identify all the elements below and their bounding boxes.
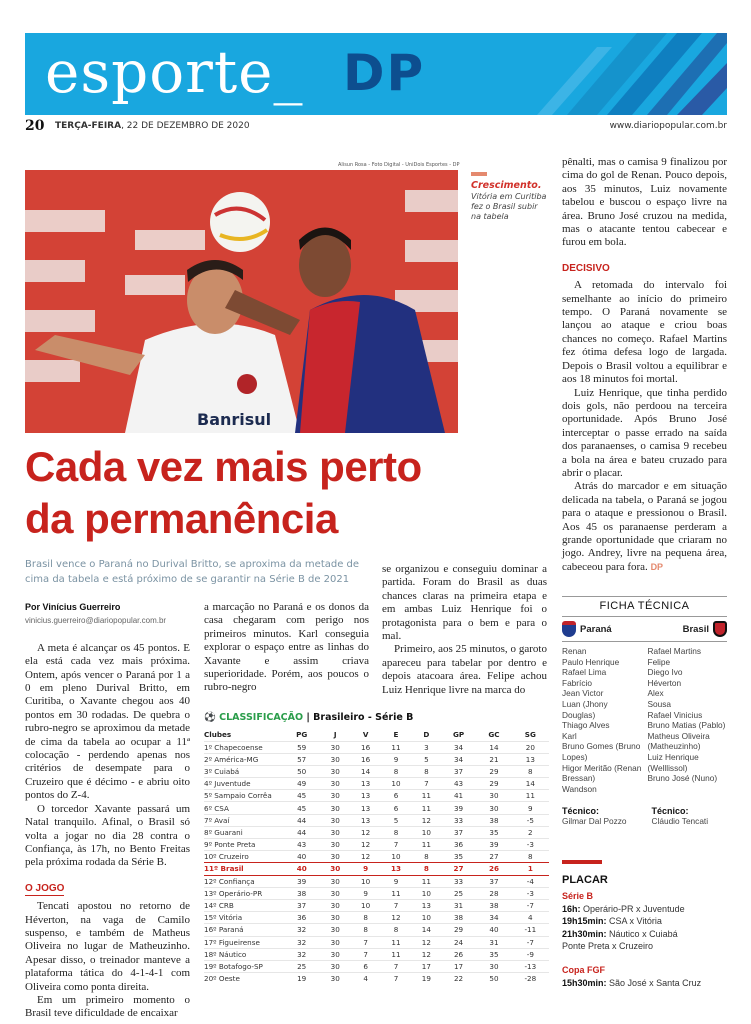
standings-cell: 6 [380,790,412,802]
standings-row [204,778,549,790]
standings-cell: 29 [476,765,511,777]
standings-cell: 11 [512,790,549,802]
photo-credit: Alisun Rosa - Foto Digital - UniDois Esportes - DP [338,162,460,168]
lineup-player: Luiz Henrique (Welllissol) [647,751,699,773]
standings-cell: 13 [351,802,380,814]
fixture: 19h15min: CSA x Vitória [562,916,662,927]
scoreboard-box [562,860,727,989]
standings-cell: 30 [319,741,351,753]
match-sheet-title: FICHA TÉCNICA [562,596,727,617]
standings-cell: 3º Cuiabá [204,765,284,777]
standings-cell: 20 [512,741,549,753]
copa-fgf-label: Copa FGF [562,965,605,976]
standings-cell: 15º Vitória [204,912,284,924]
standings-cell: 50 [284,765,319,777]
standings-cell: 10 [412,826,441,838]
team-a: Paraná [562,621,612,637]
standings-cell: 8º Guarani [204,826,284,838]
standings-cell: 4 [351,973,380,985]
standings-cell: 13 [512,753,549,765]
standings-row [204,814,549,826]
standings-cell: 30 [319,778,351,790]
standings-cell: 32 [284,924,319,936]
standings-cell: 25 [284,960,319,972]
standings-cell: 21 [476,753,511,765]
standings-cell: -11 [512,924,549,936]
standings-cell: 44 [284,814,319,826]
match-sheet [562,596,727,826]
standings-cell: 28 [476,887,511,899]
standings-cell: 27 [476,851,511,863]
standings-cell: 11 [380,948,412,960]
lineup-player: Bruno Matias (Pablo) [647,720,726,731]
lineup-player: Rafael Lima [562,667,607,678]
standings-cell: 17º Figueirense [204,936,284,948]
standings-cell: 34 [441,741,476,753]
header-stripes-graphic [527,33,727,115]
standings-cell: 1º Chapecoense [204,741,284,753]
lineup-player: Bruno José (Nuno) [647,773,718,784]
date-line: TERÇA-FEIRA, 22 DE DEZEMBRO DE 2020 [55,121,250,131]
standings-cell: 40 [476,924,511,936]
standings-cell: 6 [380,802,412,814]
standings-cell: 22 [441,973,476,985]
standings-row [204,912,549,924]
standings-cell: 12 [412,936,441,948]
standings-header-row [204,729,549,741]
section-heading-o-jogo: O JOGO [25,882,64,896]
standings-cell: 34 [476,912,511,924]
standings-cell: 7 [380,839,412,851]
standings-cell: 12 [412,948,441,960]
standings-cell: 39 [284,875,319,887]
standings-row [204,960,549,972]
standings-cell: 7 [380,899,412,911]
lineups [562,642,727,794]
standings-cell: 30 [319,960,351,972]
standings-cell: 30 [319,948,351,960]
standings-cell: -7 [512,899,549,911]
coach-team-a: Técnico: Gilmar Dal Pozzo [562,806,627,827]
standings-row [204,948,549,960]
standings-row [204,851,549,863]
lineup-player: Higor Meritão (Renan Bressan) [562,762,642,784]
standings-cell: 3 [412,741,441,753]
headline: Cada vez mais perto da permanência [25,443,422,542]
standings-cell: 16 [351,753,380,765]
dp-logo: DP [343,44,426,102]
article-paragraph: Primeiro, aos 25 minutos, o garoto apareceu para tabelar por dentro e depois atacoara área. Felipe achou Luiz Henrique livre na marca do [382,643,547,696]
standings-cell: 8 [512,765,549,777]
article-column-3 [382,563,547,697]
standings-cell: 12 [351,839,380,851]
standings-cell: 20º Oeste [204,973,284,985]
article-paragraph: Luiz Henrique, que tinha perdido dois gols, não perdoou na terceira oportunidade. Após Bruno José interceptar o passe errado na saída dos paranaenses, o camisa 9 recebeu a bola na área e bateu cruzado para abrir o placar. [562,386,727,479]
standings-cell: 30 [319,875,351,887]
site-url: www.diariopopular.com.br [609,121,727,131]
standings-cell: -13 [512,960,549,972]
standings-cell: 30 [319,887,351,899]
standings-cell: 13º Operário-PR [204,887,284,899]
standings-cell: 9º Ponte Preta [204,839,284,851]
article-paragraph: A retomada do intervalo foi semelhante ao início do primeiro tempo. O Paraná novamente se lançou ao ataque e criou boas chances no começo. Rafael Martins fez ótima defesa logo de largada. Depois o Brasil voltou a equilibrar e aos 18 minutos foi mortal. [562,279,727,386]
standings-cell: 30 [319,863,351,875]
standings-cell: 30 [319,899,351,911]
standings-cell: 6 [351,960,380,972]
standings-cell: 43 [284,839,319,851]
standings-cell: 9 [351,887,380,899]
standings-cell: 37 [441,765,476,777]
standings-cell: 16º Paraná [204,924,284,936]
standings-cell: 11 [412,875,441,887]
standings-cell: 7 [412,778,441,790]
standings-cell: 24 [441,936,476,948]
caption-text: Vitória em Curitiba fez o Brasil subir na tabela [471,192,547,221]
match-photo [25,170,458,433]
article-paragraph: Tencati apostou no retorno de Héverton, na vaga de Camilo suspenso, e também de Matheus Oliveira no lugar de Matheuzinho. Apesar disso, o treinador manteve a plataforma tática do 4-1-4-1 com Oliveira como ponta direita. [25,900,190,993]
standings-cell: 44 [284,826,319,838]
standings-cell: 30 [319,753,351,765]
coaches [562,806,727,826]
lineup-team-b [642,646,728,794]
standings-row [204,899,549,911]
standings-cell: 30 [319,973,351,985]
standings-cell: 27 [441,863,476,875]
brasil-crest-icon [713,621,727,637]
standings-column-header: D [423,730,430,740]
standings-cell: 5º Sampaio Corrêa [204,790,284,802]
copa-fgf-fixtures [562,977,727,989]
standings-cell: 19 [412,973,441,985]
standings-cell: -5 [512,814,549,826]
standings-box [204,712,549,985]
match-sheet-teams [562,617,727,642]
standings-cell: 26 [441,948,476,960]
standings-cell: 19º Botafogo-SP [204,960,284,972]
standings-column-header: Clubes [204,730,232,740]
standings-cell: 29 [441,924,476,936]
standings-cell: 30 [319,851,351,863]
standings-cell: 13 [351,814,380,826]
standings-row [204,802,549,814]
standings-cell: 10 [380,778,412,790]
lineup-player: Alex [647,688,664,699]
standings-cell: 10º Cruzeiro [204,851,284,863]
lineup-player: Felipe [647,656,671,667]
article-paragraph: Atrás do marcador e em situação delicada na tabela, o Paraná se jogou para o ataque e pressionou o Brasil. Aos 45 os paranaense perderam a grande oportunidade que criaram no jogo. Andrey, livre na pequena área, cabeceou para fora. DP [562,480,727,573]
lineup-player: Paulo Henrique [562,656,620,667]
standings-cell: 11 [380,936,412,948]
standings-cell: 8 [512,851,549,863]
standings-cell: 49 [284,778,319,790]
soccer-ball-icon: ⚽ [204,712,216,723]
scoreboard-accent-bar [562,860,602,864]
standings-row [204,887,549,899]
standings-cell: 12 [351,851,380,863]
standings-cell: 7 [351,936,380,948]
standings-cell: 37 [284,899,319,911]
page-number: 20 [25,118,45,134]
standings-cell: 30 [319,912,351,924]
article-paragraph: se organizou e conseguiu dominar a partida. Foram do Brasil as duas chances claras na primeira etapa e em ambas Luiz Henrique foi o protagonista para o bem e para o mal. [382,563,547,643]
standings-cell: 40 [284,851,319,863]
standings-cell: -3 [512,887,549,899]
standings-cell: 30 [319,924,351,936]
standings-cell: 4º Juventude [204,778,284,790]
standings-cell: 39 [441,802,476,814]
standings-cell: 5 [412,753,441,765]
standings-cell: 10 [412,887,441,899]
standings-cell: 32 [284,936,319,948]
standings-column-header: J [333,730,337,740]
standings-cell: 11 [380,887,412,899]
article-column-4 [562,156,727,574]
standings-cell: 7 [380,960,412,972]
team-b: Brasil [683,621,727,637]
standings-cell: -28 [512,973,549,985]
standings-cell: 31 [441,899,476,911]
standings-cell: 19 [284,973,319,985]
standings-row [204,753,549,765]
lineup-player: Rafael Vinicius [647,709,703,720]
lineup-team-a [562,646,642,794]
standings-cell: 26 [476,863,511,875]
standings-cell: 45 [284,790,319,802]
standings-cell: 30 [476,802,511,814]
standings-row [204,741,549,753]
standings-cell: 1 [512,863,549,875]
standings-cell: -4 [512,875,549,887]
standings-row [204,839,549,851]
standings-cell: 35 [476,948,511,960]
standings-cell: 16 [351,741,380,753]
standings-row [204,924,549,936]
fixture: 21h30min: Náutico x Cuiabá [562,928,678,939]
lineup-player: Héverton [647,677,682,688]
section-logo: esporte_ [45,38,304,106]
end-mark: DP [650,561,664,572]
standings-cell: 39 [476,839,511,851]
standings-column-header: V [362,730,369,740]
standings-cell: 4 [512,912,549,924]
standings-cell: 11 [412,802,441,814]
article-column-2 [204,601,369,695]
jersey-sponsor-text: Banrisul [197,410,272,429]
lineup-player: Fabrício [562,677,592,688]
serie-b-label: Série B [562,891,594,902]
standings-cell: 30 [319,765,351,777]
standings-cell: 9 [380,753,412,765]
standings-cell: 13 [380,863,412,875]
standings-cell: 29 [476,778,511,790]
standings-cell: 13 [412,899,441,911]
standings-cell: 33 [441,814,476,826]
standings-cell: 10 [351,875,380,887]
article-paragraph: O torcedor Xavante passará um Natal tranquilo. Afinal, o Brasil só volta a jogar no dia 28 contra o Confiança, às 17h, no Bento Freitas pela próxima rodada da Série B. [25,802,190,869]
lineup-player: Diego Ivo [647,667,683,678]
standings-cell: 7 [380,973,412,985]
standings-cell: 30 [319,839,351,851]
standings-cell: -9 [512,948,549,960]
lineup-player: Karl [562,730,577,741]
byline-author: Por Vinícius Guerreiro [25,602,121,612]
standings-cell: 6º CSA [204,802,284,814]
standings-row [204,936,549,948]
article-paragraph: Em um primeiro momento o Brasil teve dificuldade de encaixar [25,993,190,1020]
lineup-player: Luan (Jhony Douglas) [562,698,608,720]
standings-cell: 40 [284,863,319,875]
standings-cell: 8 [351,912,380,924]
standings-cell: 38 [476,899,511,911]
standings-column-header: GP [452,730,465,740]
standings-cell: 8 [380,765,412,777]
standings-cell: 59 [284,741,319,753]
standings-cell: 30 [319,802,351,814]
standings-column-header: GC [488,730,500,740]
standings-cell: 14 [412,924,441,936]
standings-cell: 12 [351,826,380,838]
standings-cell: 38 [441,912,476,924]
standings-column-header: E [393,730,399,740]
standings-cell: 25 [441,887,476,899]
serie-b-fixtures [562,903,727,953]
standings-cell: 30 [476,790,511,802]
byline-email[interactable]: vinicius.guerreiro@diariopopular.com.br [25,616,167,626]
fixture: 16h: Operário-PR x Juventude [562,903,685,914]
standings-cell: 50 [476,973,511,985]
standings-cell: 17 [441,960,476,972]
coach-team-b: Técnico: Cláudio Tencati [651,806,709,827]
standings-cell: 31 [476,936,511,948]
standings-cell: 14º CRB [204,899,284,911]
standings-cell: 30 [319,814,351,826]
standings-cell: 7º Avaí [204,814,284,826]
standings-cell: 17 [412,960,441,972]
standings-cell: 5 [380,814,412,826]
standings-cell: 32 [284,948,319,960]
article-paragraph: a marcação no Paraná e os donos da casa chegaram com perigo nos primeiros minutos. Karl conseguia explorar o espaço entre as linhas do Xavante e assim criava superioridade. Porém, aos poucos o rubro-negro [204,601,369,694]
standings-cell: 35 [441,851,476,863]
section-heading-decisivo: DECISIVO [562,262,610,274]
standings-cell: 38 [284,887,319,899]
standings-cell: 9 [380,875,412,887]
standings-cell: 37 [476,875,511,887]
standings-cell: 8 [351,924,380,936]
standings-cell: 10 [351,899,380,911]
standings-cell: 30 [319,936,351,948]
caption-title: Crescimento. [471,180,542,191]
standings-label: CLASSIFICAÇÃO [219,712,304,723]
standings-column-header: SG [524,730,536,740]
scoreboard-title: PLACAR [562,874,608,886]
standings-cell: 37 [441,826,476,838]
standings-cell: 8 [380,924,412,936]
standings-cell: 10 [380,851,412,863]
standings-cell: 30 [319,826,351,838]
standings-cell: 9 [512,802,549,814]
standings-cell: 8 [412,765,441,777]
section-header [25,33,727,115]
lineup-player: Wandson [562,783,597,794]
fixture: 15h30min: São José x Santa Cruz [562,977,702,988]
parana-crest-icon [562,621,576,637]
standings-row [204,790,549,802]
standings-cell: 2 [512,826,549,838]
standings-column-header: PG [296,730,308,740]
standings-league: Brasileiro - Série B [313,712,414,723]
standings-cell: 11 [380,741,412,753]
lineup-player: Matheus Oliveira (Matheuzinho) [647,730,710,752]
standings-cell: 18º Náutico [204,948,284,960]
standings-cell: 38 [476,814,511,826]
standings-cell: 13 [351,790,380,802]
standings-cell: 36 [441,839,476,851]
lineup-player: Bruno Gomes (Bruno Lopes) [562,741,641,762]
lineup-player: Renan [562,646,587,656]
standings-cell: 7 [351,948,380,960]
standings-row [204,765,549,777]
lineup-player: Thiago Alves [562,720,610,731]
lineup-player: Rafael Martins [647,646,701,656]
standings-cell: 45 [284,802,319,814]
caption-accent-bar [471,172,487,176]
standings-cell: 8 [380,826,412,838]
standings-cell: 14 [512,778,549,790]
article-column-1 [25,601,190,1021]
standings-cell: 8 [412,851,441,863]
standings-cell: 12 [380,912,412,924]
fixture: Ponte Preta x Cruzeiro [562,941,654,952]
standings-row [204,826,549,838]
lineup-player: Sousa [647,698,672,709]
standings-cell: 33 [441,875,476,887]
article-paragraph: pênalti, mas o camisa 9 finalizou por cima do gol de Renan. Pouco depois, aos 35 minutos, Luiz novamente tabelou e buscou o espaço livre na área. Bruno José cruzou na medida, mas o atacante tentou cabecear e furou em bola. [562,156,727,249]
standings-cell: 13 [351,778,380,790]
standings-cell: 14 [351,765,380,777]
standings-cell: 41 [441,790,476,802]
standings-cell: 43 [441,778,476,790]
standings-cell: 10 [412,912,441,924]
standings-cell: 36 [284,912,319,924]
standings-cell: 57 [284,753,319,765]
standings-cell: 30 [476,960,511,972]
standings-row [204,973,549,985]
standings-cell: -3 [512,839,549,851]
standings-cell: 30 [319,790,351,802]
standings-cell: 11º Brasil [204,863,284,875]
standings-cell: 12 [412,814,441,826]
standings-cell: 35 [476,826,511,838]
standings-cell: 12º Confiança [204,875,284,887]
standings-cell: 9 [351,863,380,875]
subheadline: Brasil vence o Paraná no Durival Britto, se aproxima da metade de cima da tabela e está próximo de se garantir na Série B de 2021 [25,559,360,585]
standings-cell: 34 [441,753,476,765]
standings-row [204,863,549,875]
standings-header: ⚽ CLASSIFICAÇÃO | Brasileiro - Série B [204,712,414,723]
article-paragraph: A meta é alcançar os 45 pontos. E ela está cada vez mais próxima. Ontem, após vencer o Paraná por 1 a 0 em pleno Durival Britto, em Curitiba, o Xavante chegou aos 40 pontos em 30 rodadas. De quebra o rubro-negro se aproximou da metade de cima da tabela ao ocupar a 11ª colocação - perdendo apenas nos critérios de desempate para o Cruzeiro que é décimo - e abriu oito pontos do Z-4. [25,641,190,802]
standings-cell: -7 [512,936,549,948]
lineup-player: Jean Victor [562,688,604,699]
standings-cell: 14 [476,741,511,753]
standings-row [204,875,549,887]
standings-cell: 8 [412,863,441,875]
photo-caption [471,172,549,222]
standings-cell: 2º América-MG [204,753,284,765]
standings-cell: 11 [412,839,441,851]
standings-cell: 11 [412,790,441,802]
standings-table [204,729,549,985]
